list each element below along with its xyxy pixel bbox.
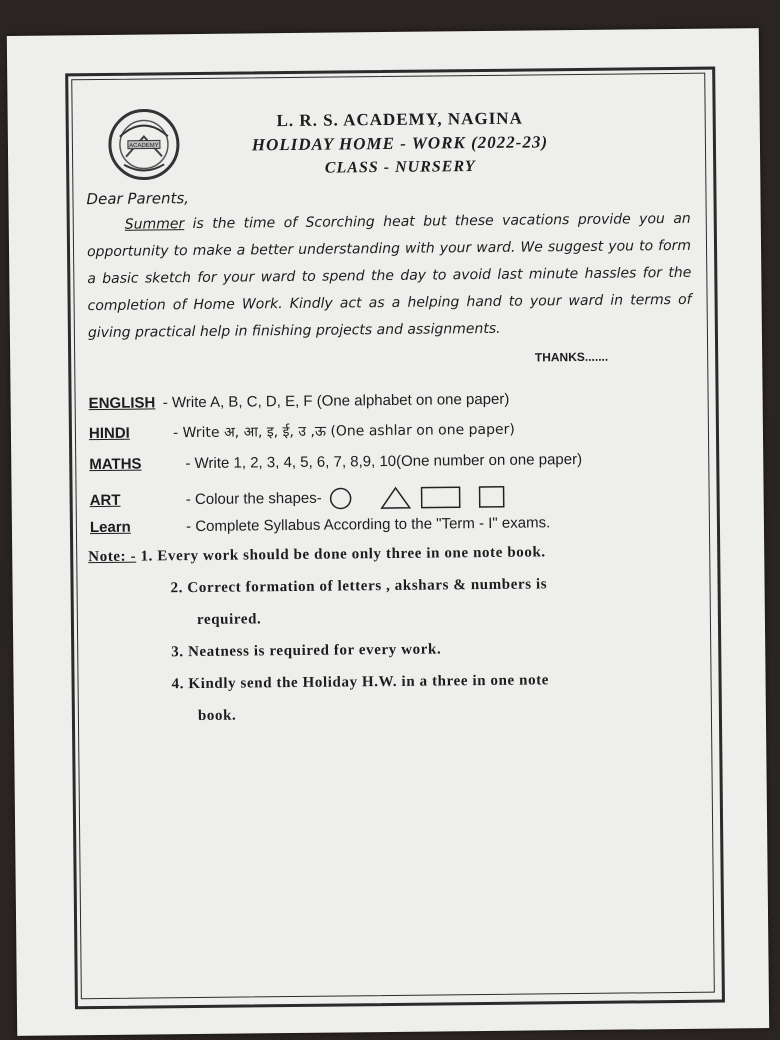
note-item: 1. Every work should be done only three in one note book. <box>140 544 546 565</box>
letter-body: is the time of Scorching heat but these vacations provide you an opportunity to make a better understanding with your ward. We suggest you to form a basic sketch for your ward to spend the day to avoid last minute hassles for the completion of Home Work. Kindly act as a helping hand to your ward in terms of giving practical help in finishing projects and assignments. <box>86 210 692 342</box>
letter-first-word: Summer <box>124 216 185 233</box>
triangle-shape-icon <box>380 486 412 510</box>
school-name: L. R. S. ACADEMY, NAGINA <box>276 108 523 131</box>
document-content <box>79 81 708 987</box>
thanks-text: THANKS....... <box>534 349 609 365</box>
square-shape-icon <box>478 486 504 508</box>
paper-sheet <box>7 28 769 1036</box>
subject-text: - Write A, B, C, D, E, F (One alphabet on one paper) <box>162 390 510 412</box>
document-title: HOLIDAY HOME - WORK (2022-23) <box>251 132 549 155</box>
circle-shape-icon <box>328 486 354 510</box>
subject-art <box>90 485 505 513</box>
subject-text: - Complete Syllabus According to the "Term - I" exams. <box>186 514 551 536</box>
subject-english <box>89 391 510 412</box>
subject-text: - Colour the shapes- <box>185 489 322 509</box>
subject-maths <box>89 451 582 473</box>
note-item: required. <box>196 611 262 629</box>
note-item: 4. Kindly send the Holiday H.W. in a three in one note <box>171 672 550 693</box>
subject-label: HINDI <box>88 424 130 443</box>
note-item: 2. Correct formation of letters , akshars & numbers is <box>170 576 548 597</box>
subject-label: MATHS <box>89 455 142 474</box>
note-item: book. <box>197 707 237 725</box>
note-item: 3. Neatness is required for every work. <box>171 641 442 661</box>
letter-paragraph <box>87 206 692 347</box>
subject-label: Learn <box>89 518 131 537</box>
subject-hindi <box>89 420 515 443</box>
subject-label: ENGLISH <box>88 394 156 413</box>
subject-label: ART <box>89 491 121 510</box>
subject-learn <box>90 514 550 536</box>
rectangle-shape-icon <box>420 486 460 508</box>
subject-text: - Write अ, आ, इ, ई, उ ,ऊ (One ashlar on one paper) <box>173 421 515 442</box>
notes-first-line <box>88 544 546 566</box>
notes-label: Note: - <box>88 548 137 566</box>
class-title: CLASS - NURSERY <box>324 158 476 177</box>
logo-text: ACADEMY <box>129 142 159 150</box>
school-emblem-icon <box>106 106 183 183</box>
greeting: Dear Parents, <box>86 189 190 209</box>
subject-text: - Write 1, 2, 3, 4, 5, 6, 7, 8,9, 10(One number on one paper) <box>185 450 583 473</box>
